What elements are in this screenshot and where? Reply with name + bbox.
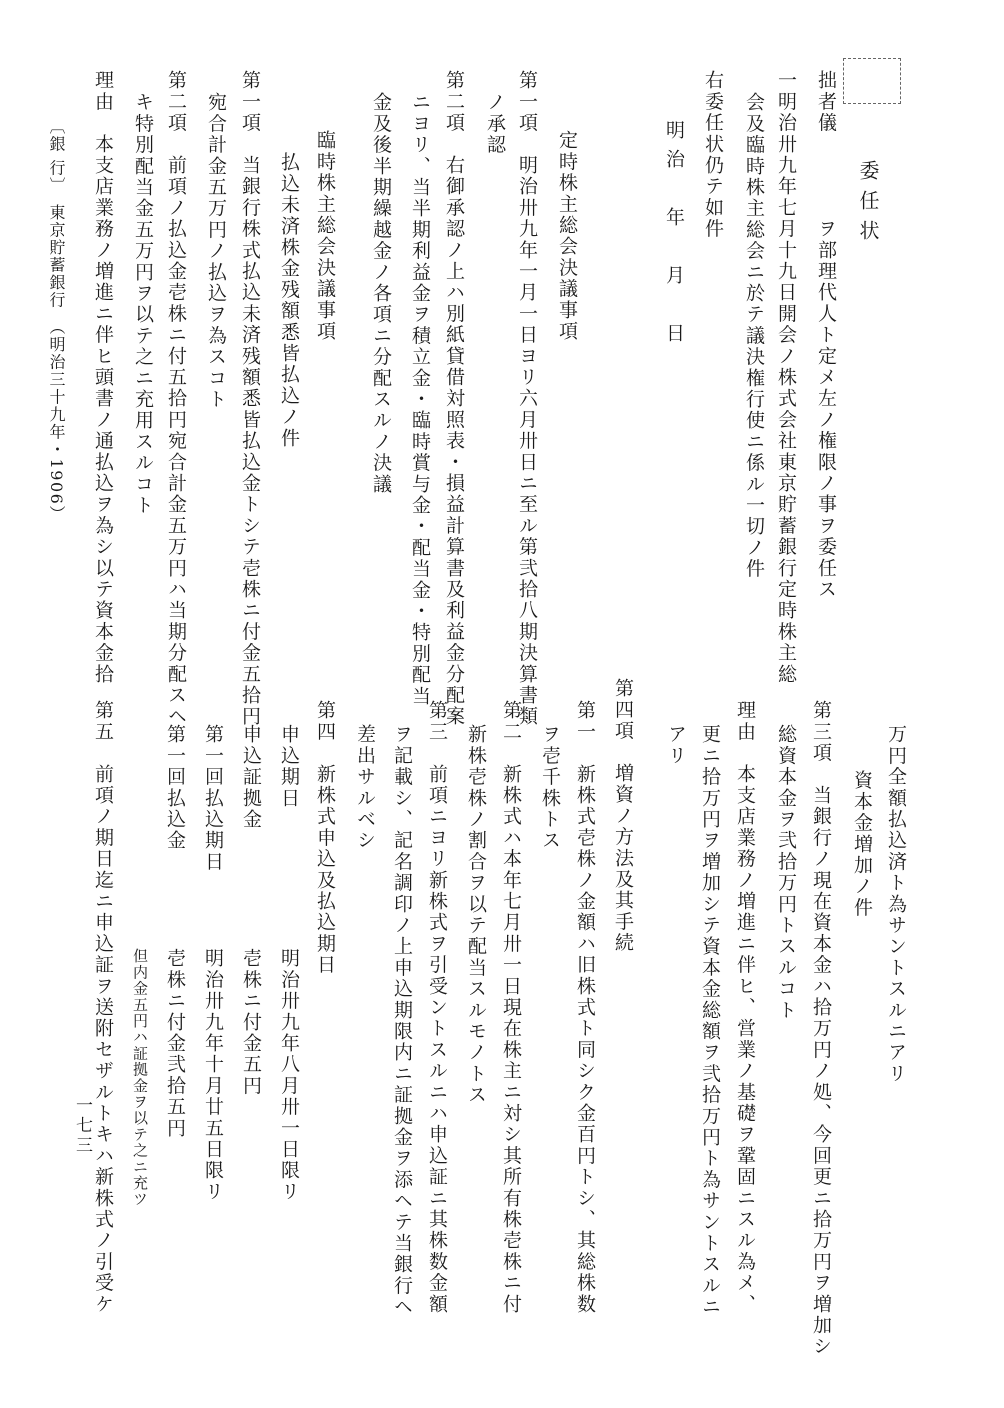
lower-line: 第三項 当銀行ノ現在資本金ハ拾万円ノ処、今回更ニ拾万円ヲ増加シ <box>810 700 832 1358</box>
upper-line: 第二項 右御承認ノ上ハ別紙貸借対照表・損益計算書及利益金分配案 <box>443 70 465 728</box>
lower-line: ヲ壱千株トス <box>539 724 561 852</box>
upper-line: 右委任状仍テ如件 <box>702 70 724 240</box>
upper-line: キ特別配当金五万円ヲ以テ之ニ充用スルコト <box>132 92 154 516</box>
lower-line: 総資本金ヲ弐拾万円トスルコト <box>775 724 797 1021</box>
lower-line: 更ニ拾万円ヲ増加シテ資本金総額ヲ弐拾万円ト為サントスルニ <box>699 724 721 1318</box>
upper-line: 金及後半期繰越金ノ各項ニ分配スルノ決議 <box>370 92 392 495</box>
upper-line: 第二項 前項ノ払込金壱株ニ付五拾円宛合計金五万円ハ当期分配スヘ <box>165 70 187 728</box>
upper-line: 第一項 当銀行株式払込未済残額悉皆払込金トシテ壱株ニ付金五拾円 <box>239 70 261 728</box>
page-number: 一七三 <box>72 1096 92 1156</box>
lower-line: ヲ記載シ、記名調印ノ上申込期限内ニ証拠金ヲ添ヘテ当銀行ヘ <box>391 724 413 1318</box>
schedule-value: 明治卅九年十月廿五日限リ <box>202 948 224 1203</box>
lower-line: 第二 新株式ハ本年七月卅一日現在株主ニ対シ其所有株壱株ニ付 <box>500 700 522 1315</box>
lower-line: 第四 新株式申込及払込期日 <box>314 700 336 976</box>
schedule-label: 第一回払込金 <box>164 724 186 852</box>
lower-line: 第四項 増資ノ方法及其手続 <box>612 678 634 954</box>
lower-line: 第三 前項ニヨリ新株式ヲ引受ントスルニハ申込証ニ其株数金額 <box>426 700 448 1315</box>
subsection-heading: 払込未済株金残額悉皆払込ノ件 <box>278 152 300 449</box>
schedule-label: 第一回払込期日 <box>202 724 224 873</box>
schedule-label: 申込期日 <box>278 724 300 809</box>
lower-line: 万円全額払込済ト為サントスルニアリ <box>885 724 907 1085</box>
upper-line: ノ承認 <box>484 92 506 156</box>
lower-line: 新株壱株ノ割合ヲ以テ配当スルモノトス <box>465 724 487 1106</box>
section-heading: 定時株主総会決議事項 <box>556 130 578 342</box>
upper-date-line: 明治 年 月 日 <box>663 120 685 352</box>
schedule-note: 但内金五円ハ証拠金ヲ以テ之ニ充ツ <box>131 948 149 1208</box>
upper-line: 会及臨時株主総会ニ於テ議決権行使ニ係ル一切ノ件 <box>743 92 765 580</box>
section-heading: 臨時株主総会決議事項 <box>314 130 336 342</box>
document-title: 委任状 <box>856 160 880 250</box>
upper-line: ニヨリ、当半期利益金ヲ積立金・臨時賞与金・配当金・特別配当 <box>409 92 431 707</box>
lower-line: アリ <box>665 724 687 767</box>
section-heading: 資本金増加ノ件 <box>851 770 873 919</box>
document-footer: 〔銀 行〕 東京貯蓄銀行 （明治三十九年・1906） <box>47 118 66 523</box>
lower-line: 第五 前項ノ期日迄ニ申込証ヲ送附セザルトキハ新株式ノ引受ケ <box>92 700 114 1315</box>
upper-line: 一明治卅九年七月十九日開会ノ株式会社東京貯蓄銀行定時株主総 <box>775 70 797 685</box>
upper-line: 理由 本支店業務ノ増進ニ伴ヒ頭書ノ通払込ヲ為シ以テ資本金拾 <box>92 70 114 685</box>
upper-line: 拙者儀 ヲ部理代人ト定メ左ノ権限ノ事ヲ委任ス <box>815 70 837 600</box>
lower-line: 差出サルベシ <box>354 724 376 852</box>
seal-box <box>843 58 901 104</box>
lower-line: 理由 本支店業務ノ増進ニ伴ヒ、営業ノ基礎ヲ鞏固ニスル為メ、 <box>734 700 756 1315</box>
schedule-value: 壱株ニ付金五円 <box>240 948 262 1097</box>
schedule-value: 壱株ニ付金弐拾五円 <box>164 948 186 1139</box>
upper-line: 宛合計金五万円ノ払込ヲ為スコト <box>205 92 227 410</box>
upper-line: 第一項 明治卅九年一月一日ヨリ六月卅日ニ至ル第弐拾八期決算書類 <box>516 70 538 728</box>
schedule-label: 申込証拠金 <box>240 724 262 830</box>
lower-line: 第一 新株式壱株ノ金額ハ旧株式ト同シク金百円トシ、其総株数 <box>574 700 596 1315</box>
schedule-value: 明治卅九年八月卅一日限リ <box>278 948 300 1203</box>
